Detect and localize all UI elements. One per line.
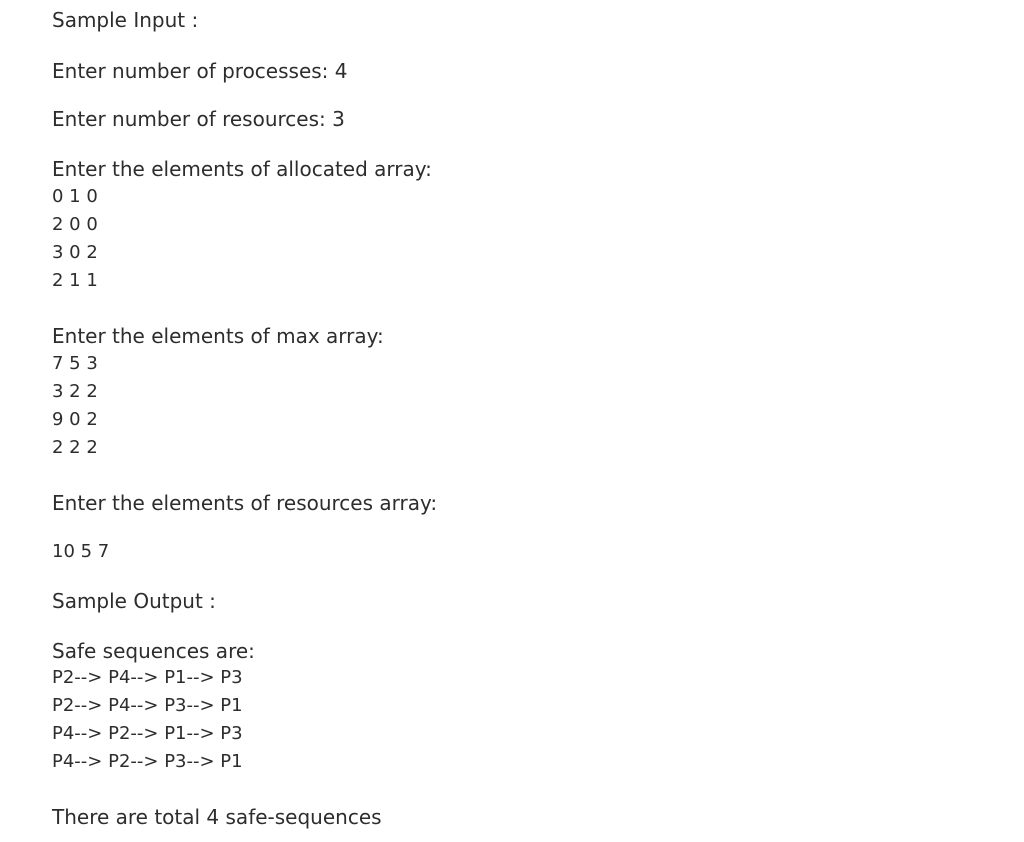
max-row: 7 5 3 — [52, 353, 98, 374]
resources-array-prompt: Enter the elements of resources array: — [52, 491, 438, 515]
allocated-row: 0 1 0 — [52, 186, 98, 207]
total-sequences-message: There are total 4 safe-sequences — [52, 805, 382, 829]
allocated-row: 2 1 1 — [52, 270, 98, 291]
safe-sequences-heading: Safe sequences are: — [52, 639, 255, 663]
max-row: 3 2 2 — [52, 381, 98, 402]
sample-input-heading: Sample Input : — [52, 8, 199, 32]
allocated-row: 3 0 2 — [52, 242, 98, 263]
safe-sequence: P2--> P4--> P1--> P3 — [52, 667, 243, 688]
allocated-row: 2 0 0 — [52, 214, 98, 235]
max-row: 2 2 2 — [52, 437, 98, 458]
processes-prompt: Enter number of processes: 4 — [52, 59, 348, 83]
safe-sequence: P4--> P2--> P1--> P3 — [52, 723, 243, 744]
resources-prompt: Enter number of resources: 3 — [52, 107, 345, 131]
safe-sequence: P2--> P4--> P3--> P1 — [52, 695, 243, 716]
resources-values: 10 5 7 — [52, 541, 110, 562]
sample-output-heading: Sample Output : — [52, 589, 216, 613]
max-row: 9 0 2 — [52, 409, 98, 430]
max-array-prompt: Enter the elements of max array: — [52, 324, 384, 348]
safe-sequence: P4--> P2--> P3--> P1 — [52, 751, 243, 772]
allocated-array-prompt: Enter the elements of allocated array: — [52, 157, 432, 181]
